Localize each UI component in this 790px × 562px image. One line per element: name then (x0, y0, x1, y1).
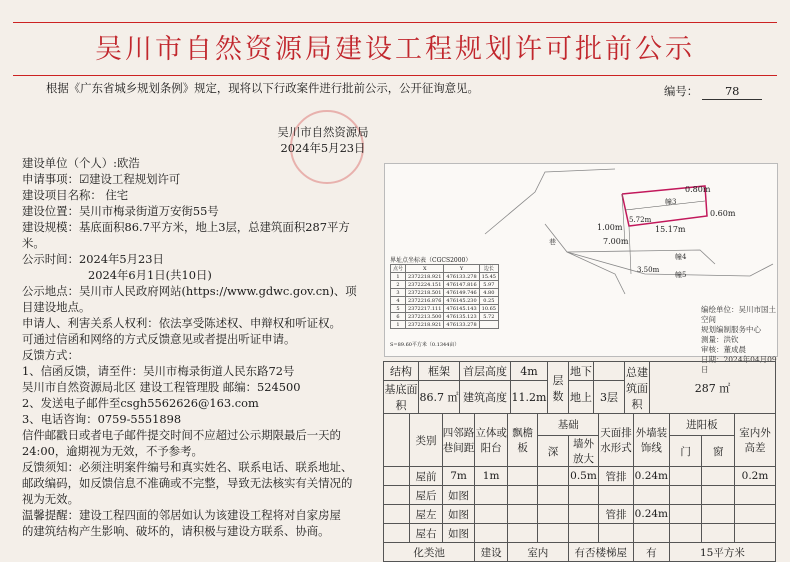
footer-cell: 有 (633, 543, 669, 562)
plan-dim-6: 5.72m (629, 216, 652, 224)
notice-line: 建设位置：吴川市梅录街道万安街55号 (22, 204, 219, 218)
cell: 86.7 ㎡ (419, 381, 460, 414)
setback-cell (538, 524, 568, 543)
notice-line: 目建设地点。 (22, 300, 91, 314)
coord-cell: 476147.816 (444, 281, 479, 289)
coord-cell: 15.45 (479, 273, 498, 281)
setback-cell (538, 505, 568, 524)
coord-cell: 2372218.921 (406, 321, 444, 329)
notice-line: 反馈方式： (22, 348, 79, 362)
setback-cell (475, 505, 508, 524)
notice-line: 公示地点：吴川市人民政府网站(https://www.gdwc.gov.cn)、项 (22, 284, 357, 298)
notice-line: 2024年6月1日(共10日) (88, 268, 212, 282)
setback-cell (507, 524, 537, 543)
setback-cell: 0.5m (568, 467, 598, 486)
setback-cell (669, 524, 702, 543)
setback-cell (734, 486, 775, 505)
notice-line: 米。 (22, 236, 45, 250)
footer-cell: 有否楼梯屋 (568, 543, 633, 562)
plan-dim-1: 0.80m (685, 185, 711, 194)
coord-cell: 476133.278 (444, 273, 479, 281)
setback-cell (702, 505, 735, 524)
legend-line: 审核：董成晨 (701, 345, 746, 354)
coord-cell: 2372213.500 (406, 313, 444, 321)
cell: 3层 (594, 381, 625, 414)
plan-lane: 巷 (549, 238, 556, 246)
project-summary (383, 361, 776, 414)
coord-cell: 476149.746 (444, 289, 479, 297)
cell: 飘檐板 (507, 414, 537, 467)
notice-line: 可通过信函和网络的方式反馈意见或者提出听证申请。 (22, 332, 296, 346)
notice-line: 建设单位（个人）:欧浩 (22, 156, 140, 170)
cell: 立体或阳台 (475, 414, 508, 467)
coord-cell: 5.97 (479, 281, 498, 289)
coord-cell: 5.72 (479, 313, 498, 321)
setback-cell (702, 467, 735, 486)
notice-line: 信件邮戳日或者电子邮件提交时间不应超过公示期限最后一天的 (22, 428, 341, 442)
notice-line: 1、信函反馈，请至件：吴川市梅录街道人民东路72号 (22, 364, 295, 378)
setback-cell (702, 486, 735, 505)
coord-cell: 476135.123 (444, 313, 479, 321)
setback-cell (702, 524, 735, 543)
coord-footer: S=89.60平方米（0.1344亩） (390, 342, 460, 348)
cell: 287 ㎡ (650, 362, 776, 414)
cell: 结构 (384, 362, 419, 381)
legend-line: 日期：2024年04月09日 (701, 355, 777, 374)
setback-cell: 7m (442, 467, 475, 486)
cell: 基底面积 (384, 381, 419, 414)
footer-cell: 建设 (475, 543, 508, 562)
notice-line: 3、电话咨询：0759-5551898 (22, 412, 182, 426)
setback-cell (633, 486, 669, 505)
project-table (383, 361, 776, 562)
footer-cell: 15平方米 (669, 543, 775, 562)
coord-cell: 边长 (479, 265, 498, 273)
setback-cell: 如图 (442, 524, 475, 543)
setback-cell: 0.24m (633, 505, 669, 524)
setback-cell (734, 505, 775, 524)
title-band (13, 22, 777, 76)
coord-cell: 点号 (391, 265, 406, 273)
setback-cell: 0.24m (633, 467, 669, 486)
page-title: 吴川市自然资源局建设工程规划许可批前公示 (95, 34, 695, 65)
notice-line: 2、发送电子邮件至csgh5562626@163.com (22, 396, 259, 410)
coord-cell: 4.80 (479, 289, 498, 297)
setback-cell: 如图 (442, 486, 475, 505)
setback-cell: 如图 (442, 505, 475, 524)
seal-date: 2024年5月23日 (280, 141, 366, 155)
intro-text: 根据《广东省城乡规划条例》规定，现将以下行政案件进行批前公示，公开征询意见。 (46, 81, 479, 95)
notice-line: 的建筑结构产生影响、破坏的，请积极与建设方联系、协商。 (22, 524, 330, 538)
setback-cell (568, 486, 598, 505)
plan-lot5: 幢5 (675, 271, 687, 279)
notice-line: 邮政编码，如反馈信息不准确或不完整，导致无法核实有关情况的 (22, 476, 353, 490)
setback-cell: 屋左 (410, 505, 443, 524)
plan-dim-5: 15.17m (655, 225, 686, 234)
coord-cell: 6 (391, 313, 406, 321)
cell: 类别 (410, 414, 443, 467)
cell: 11.2m (511, 381, 548, 414)
coord-cell: 2372216.876 (406, 297, 444, 305)
coord-cell: 476145.143 (444, 305, 479, 313)
notice-line: 视为无效。 (22, 492, 79, 506)
footer-cell: 室内 (507, 543, 568, 562)
cell: 天面排水形式 (599, 414, 634, 467)
setback-cell (669, 505, 702, 524)
coord-cell: 3 (391, 289, 406, 297)
coord-cell: 2372224.151 (406, 281, 444, 289)
coord-cell: 476133.278 (444, 321, 479, 329)
setback-cell (507, 505, 537, 524)
setback-cell (669, 467, 702, 486)
notice-line: 吴川市自然资源局北区 建设工程管理股 邮编：524500 (22, 380, 301, 394)
cell: 首层高度 (460, 362, 511, 381)
setback-cell: 屋前 (410, 467, 443, 486)
setback-cell (475, 486, 508, 505)
setback-cell: 管排 (599, 467, 634, 486)
coord-cell: Y (444, 265, 479, 273)
footer-cell: 化类池 (384, 543, 475, 562)
legend-line: 编绘单位：吴川市国土空间 (701, 305, 776, 324)
notice-line: 建设规模：基底面积86.7平方米，地上3层，总建筑面积287平方 (22, 220, 350, 234)
setback-cell (633, 524, 669, 543)
seal-org: 吴川市自然资源局 (277, 125, 369, 139)
cell: 室内外高差 (734, 414, 775, 467)
cell: 总建筑面积 (625, 362, 650, 414)
notice-line: 申请人、利害关系人权利：依法享受陈述权、申辩权和听证权。 (22, 316, 341, 330)
coord-cell (479, 321, 498, 329)
coord-table (390, 264, 499, 329)
setback-cell (507, 467, 537, 486)
coord-table-title: 界址点坐标表（CGCS2000） (390, 257, 472, 264)
cell: 外墙装饰线 (633, 414, 669, 467)
setback-cell: 屋后 (410, 486, 443, 505)
setback-cell (599, 486, 634, 505)
coord-cell: 2372218.501 (406, 289, 444, 297)
cell: 门 (669, 436, 702, 467)
cell: 基础 (538, 414, 599, 436)
setback-cell: 管排 (599, 505, 634, 524)
coord-cell: 4 (391, 297, 406, 305)
plan-dim-2: 0.60m (710, 209, 736, 218)
coord-cell: 2 (391, 281, 406, 289)
setback-cell (734, 524, 775, 543)
coord-cell: 1 (391, 321, 406, 329)
plan-lot3: 幢3 (665, 198, 677, 206)
notice-line: 温馨提醒：建设工程四面的邻居如认为该建设工程将对自家房屋 (22, 508, 341, 522)
plan-lot4: 幢4 (675, 253, 687, 261)
plan-dim-7: 3.50m (637, 266, 660, 274)
cell: 框架 (419, 362, 460, 381)
cell: 进阳板 (669, 414, 734, 436)
cell: 地上 (569, 381, 594, 414)
notice-line: 公示时间：2024年5月23日 (22, 252, 164, 266)
setback-cell (568, 524, 598, 543)
coord-cell: 10.65 (479, 305, 498, 313)
cell: 深 (538, 436, 568, 467)
cell: 层数 (548, 362, 569, 414)
setback-cell (599, 524, 634, 543)
setback-cell (538, 486, 568, 505)
case-number-label: 编号： (664, 84, 699, 98)
setback-cell (669, 486, 702, 505)
cell: 4m (511, 362, 548, 381)
case-number (664, 83, 762, 100)
cell (594, 362, 625, 381)
coord-cell: 2372218.921 (406, 273, 444, 281)
setback-cell (538, 467, 568, 486)
cell: 地下 (569, 362, 594, 381)
setback-cell (507, 486, 537, 505)
legend-line: 规划编制服务中心 (701, 325, 761, 334)
plan-dim-4: 7.00m (603, 237, 629, 246)
coord-cell: 2372217.111 (406, 305, 444, 313)
plan-dim-3: 1.00m (597, 223, 623, 232)
setback-table (383, 413, 776, 562)
cell: 窗 (702, 436, 735, 467)
case-number-value: 78 (702, 83, 762, 100)
setback-cell (568, 505, 598, 524)
coord-cell: 476145.230 (444, 297, 479, 305)
setback-cell: 屋右 (410, 524, 443, 543)
coord-cell: 0.25 (479, 297, 498, 305)
notice-line: 建设项目名称： 住宅 (22, 188, 129, 202)
setback-cell: 1m (475, 467, 508, 486)
notice-line: 申请事项：☑建设工程规划许可 (22, 172, 181, 186)
notice-line: 反馈须知：必须注明案件编号和真实姓名、联系电话、联系地址、 (22, 460, 353, 474)
setback-cell: 0.2m (734, 467, 775, 486)
coord-cell: X (406, 265, 444, 273)
coord-cell: 1 (391, 273, 406, 281)
legend-line: 测量：洪钦 (701, 335, 739, 344)
coord-cell: 5 (391, 305, 406, 313)
cell: 墙外放大 (568, 436, 598, 467)
cell: 四邻路巷间距 (442, 414, 475, 467)
cell: 建筑高度 (460, 381, 511, 414)
notice-line: 24:00，逾期视为无效，不予参考。 (22, 444, 203, 458)
setback-cell (475, 524, 508, 543)
